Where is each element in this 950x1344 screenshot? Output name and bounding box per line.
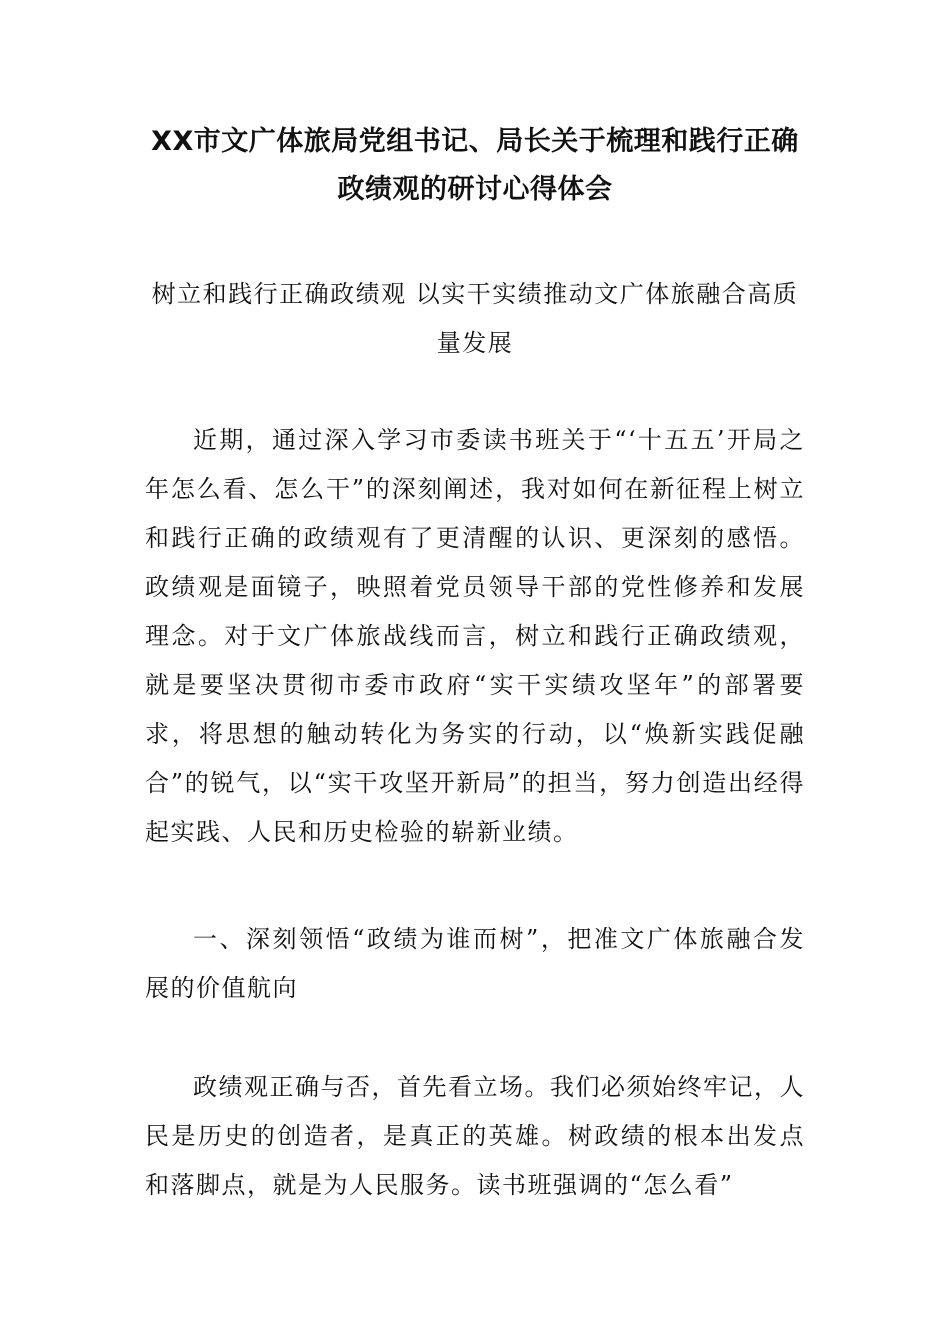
paragraph-section-1: 政绩观正确与否，首先看立场。我们必须始终牢记，人民是历史的创造者，是真正的英雄。树政绩的根本出发点和落脚点，就是为人民服务。读书班强调的“怎么看”: [145, 1073, 805, 1199]
document-title: XX市文广体旅局党组书记、局长关于梳理和践行正确政绩观的研讨心得体会: [151, 126, 799, 205]
paragraph-intro: 近期，通过深入学习市委读书班关于“‘十五五’开局之年怎么看、怎么干”的深刻阐述，我对如何在新征程上树立和践行正确的政绩观有了更清醒的认识、更深刻的感悟。政绩观是面镜子，映照着党员领导干部的党性修养和发展理念。对于文广体旅战线而言，树立和践行正确政绩观，就是要坚决贯彻市委市政府“实干实绩攻坚年”的部署要求，将思想的触动转化为务实的行动，以“焕新实践促融合”的锐气，以“实干攻坚开新局”的担当，努力创造出经得起实践、人民和历史检验的崭新业绩。: [145, 426, 805, 846]
section-heading-1: 一、深刻领悟“政绩为谁而树”，把准文广体旅融合发展的价值航向: [145, 925, 805, 1002]
document-subtitle: 树立和践行正确政绩观 以实干实绩推动文广体旅融合高质量发展: [151, 280, 799, 357]
